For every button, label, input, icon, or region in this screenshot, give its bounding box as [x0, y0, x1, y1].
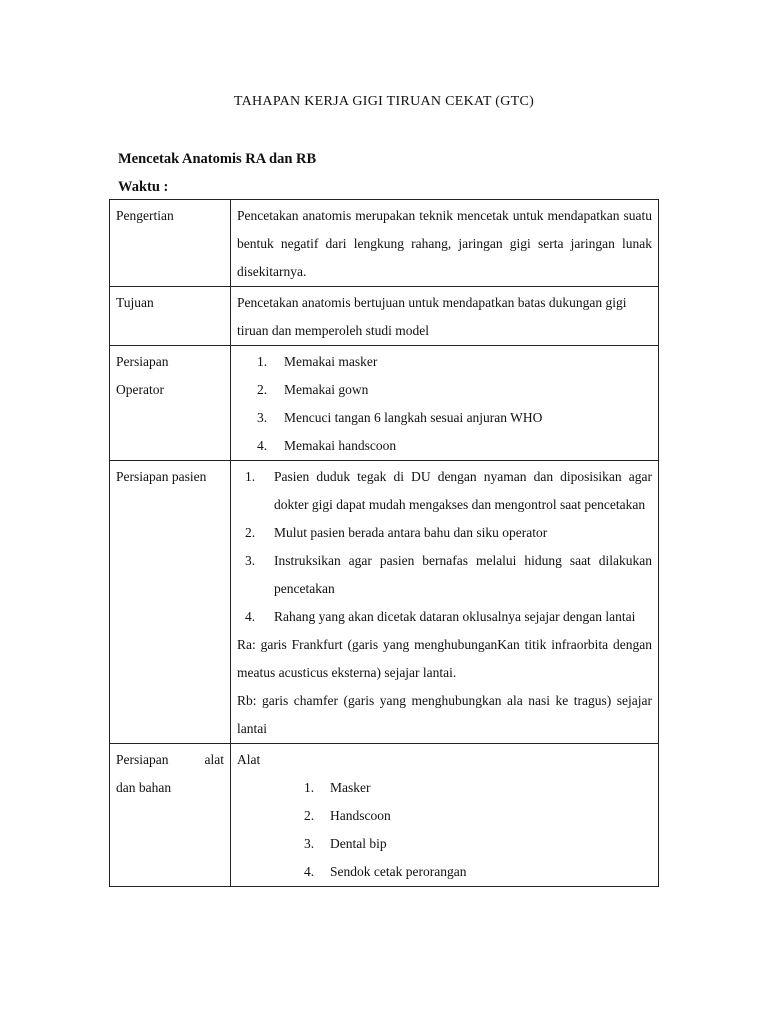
list-number: 4.	[304, 864, 315, 879]
table-row-persiapan-pasien	[110, 461, 659, 744]
label-tujuan: Tujuan	[110, 287, 231, 346]
label-line: Operator	[116, 382, 164, 397]
list-number: 1.	[245, 469, 256, 484]
list-text: Mulut pasien berada antara bahu dan siku operator	[274, 525, 548, 540]
note-ra: Ra: garis Frankfurt (garis yang menghubunganKan titik infraorbita dengan meatus acusticus eksterna) sejajar lantai.	[237, 637, 652, 680]
list-text: Dental bip	[330, 836, 387, 851]
list-number: 3.	[304, 836, 315, 851]
section-title: Mencetak Anatomis RA dan RB	[118, 151, 317, 167]
label-line: dan bahan	[116, 780, 172, 795]
list-text: Rahang yang akan dicetak dataran oklusalnya sejajar dengan lantai	[274, 609, 636, 624]
list-item	[237, 858, 652, 886]
operator-list	[237, 348, 652, 460]
label-persiapan-pasien: Persiapan pasien	[110, 461, 231, 744]
list-item	[237, 774, 652, 802]
content-persiapan-pasien	[231, 461, 659, 744]
alat-heading: Alat	[237, 752, 261, 767]
list-number: 2.	[257, 382, 268, 397]
list-number: 4.	[245, 609, 256, 624]
time-label: Waktu :	[118, 179, 169, 195]
list-number: 4.	[257, 438, 268, 453]
content-persiapan-operator	[231, 346, 659, 461]
list-number: 3.	[245, 553, 256, 568]
list-item	[237, 404, 652, 432]
list-item	[237, 830, 652, 858]
content-tujuan: Pencetakan anatomis bertujuan untuk mendapatkan batas dukungan gigi tiruan dan memperoleh studi model	[231, 287, 659, 346]
list-text: Sendok cetak perorangan	[330, 864, 467, 879]
label-persiapan-operator	[110, 346, 231, 461]
list-text: Pasien duduk tegak di DU dengan nyaman dan diposisikan agar dokter gigi dapat mudah mengakses dan mengontrol saat pencetakan	[274, 469, 652, 512]
list-number: 1.	[257, 354, 268, 369]
table-row-persiapan-operator	[110, 346, 659, 461]
list-item	[237, 348, 652, 376]
list-text: Instruksikan agar pasien bernafas melalui hidung saat dilakukan pencetakan	[274, 553, 652, 596]
label-persiapan-alat	[110, 744, 231, 887]
list-item	[237, 547, 652, 603]
label-line: Persiapan alat	[116, 752, 224, 767]
note-rb: Rb: garis chamfer (garis yang menghubungkan ala nasi ke tragus) sejajar lantai	[237, 693, 652, 736]
pasien-list	[237, 463, 652, 631]
content-pengertian: Pencetakan anatomis merupakan teknik mencetak untuk mendapatkan suatu bentuk negatif dari lengkung rahang, jaringan gigi serta jaringan lunak disekitarnya.	[231, 200, 659, 287]
list-number: 2.	[245, 525, 256, 540]
label-pengertian: Pengertian	[110, 200, 231, 287]
label-line: Persiapan	[116, 354, 169, 369]
list-item	[237, 376, 652, 404]
list-text: Memakai gown	[284, 382, 369, 397]
table-row-pengertian	[110, 200, 659, 287]
list-item	[237, 802, 652, 830]
list-text: Handscoon	[330, 808, 391, 823]
list-number: 2.	[304, 808, 315, 823]
alat-list	[237, 774, 652, 886]
document-title: TAHAPAN KERJA GIGI TIRUAN CEKAT (GTC)	[233, 94, 535, 109]
list-text: Memakai handscoon	[284, 438, 397, 453]
table-row-tujuan	[110, 287, 659, 346]
list-item	[237, 432, 652, 460]
list-text: Memakai masker	[284, 354, 378, 369]
list-item	[237, 519, 652, 547]
procedure-table	[109, 199, 659, 887]
list-text: Mencuci tangan 6 langkah sesuai anjuran WHO	[284, 410, 543, 425]
list-item	[237, 603, 652, 631]
list-number: 3.	[257, 410, 268, 425]
content-persiapan-alat	[231, 744, 659, 887]
list-text: Masker	[330, 780, 371, 795]
list-item	[237, 463, 652, 519]
table-row-persiapan-alat	[110, 744, 659, 887]
list-number: 1.	[304, 780, 315, 795]
